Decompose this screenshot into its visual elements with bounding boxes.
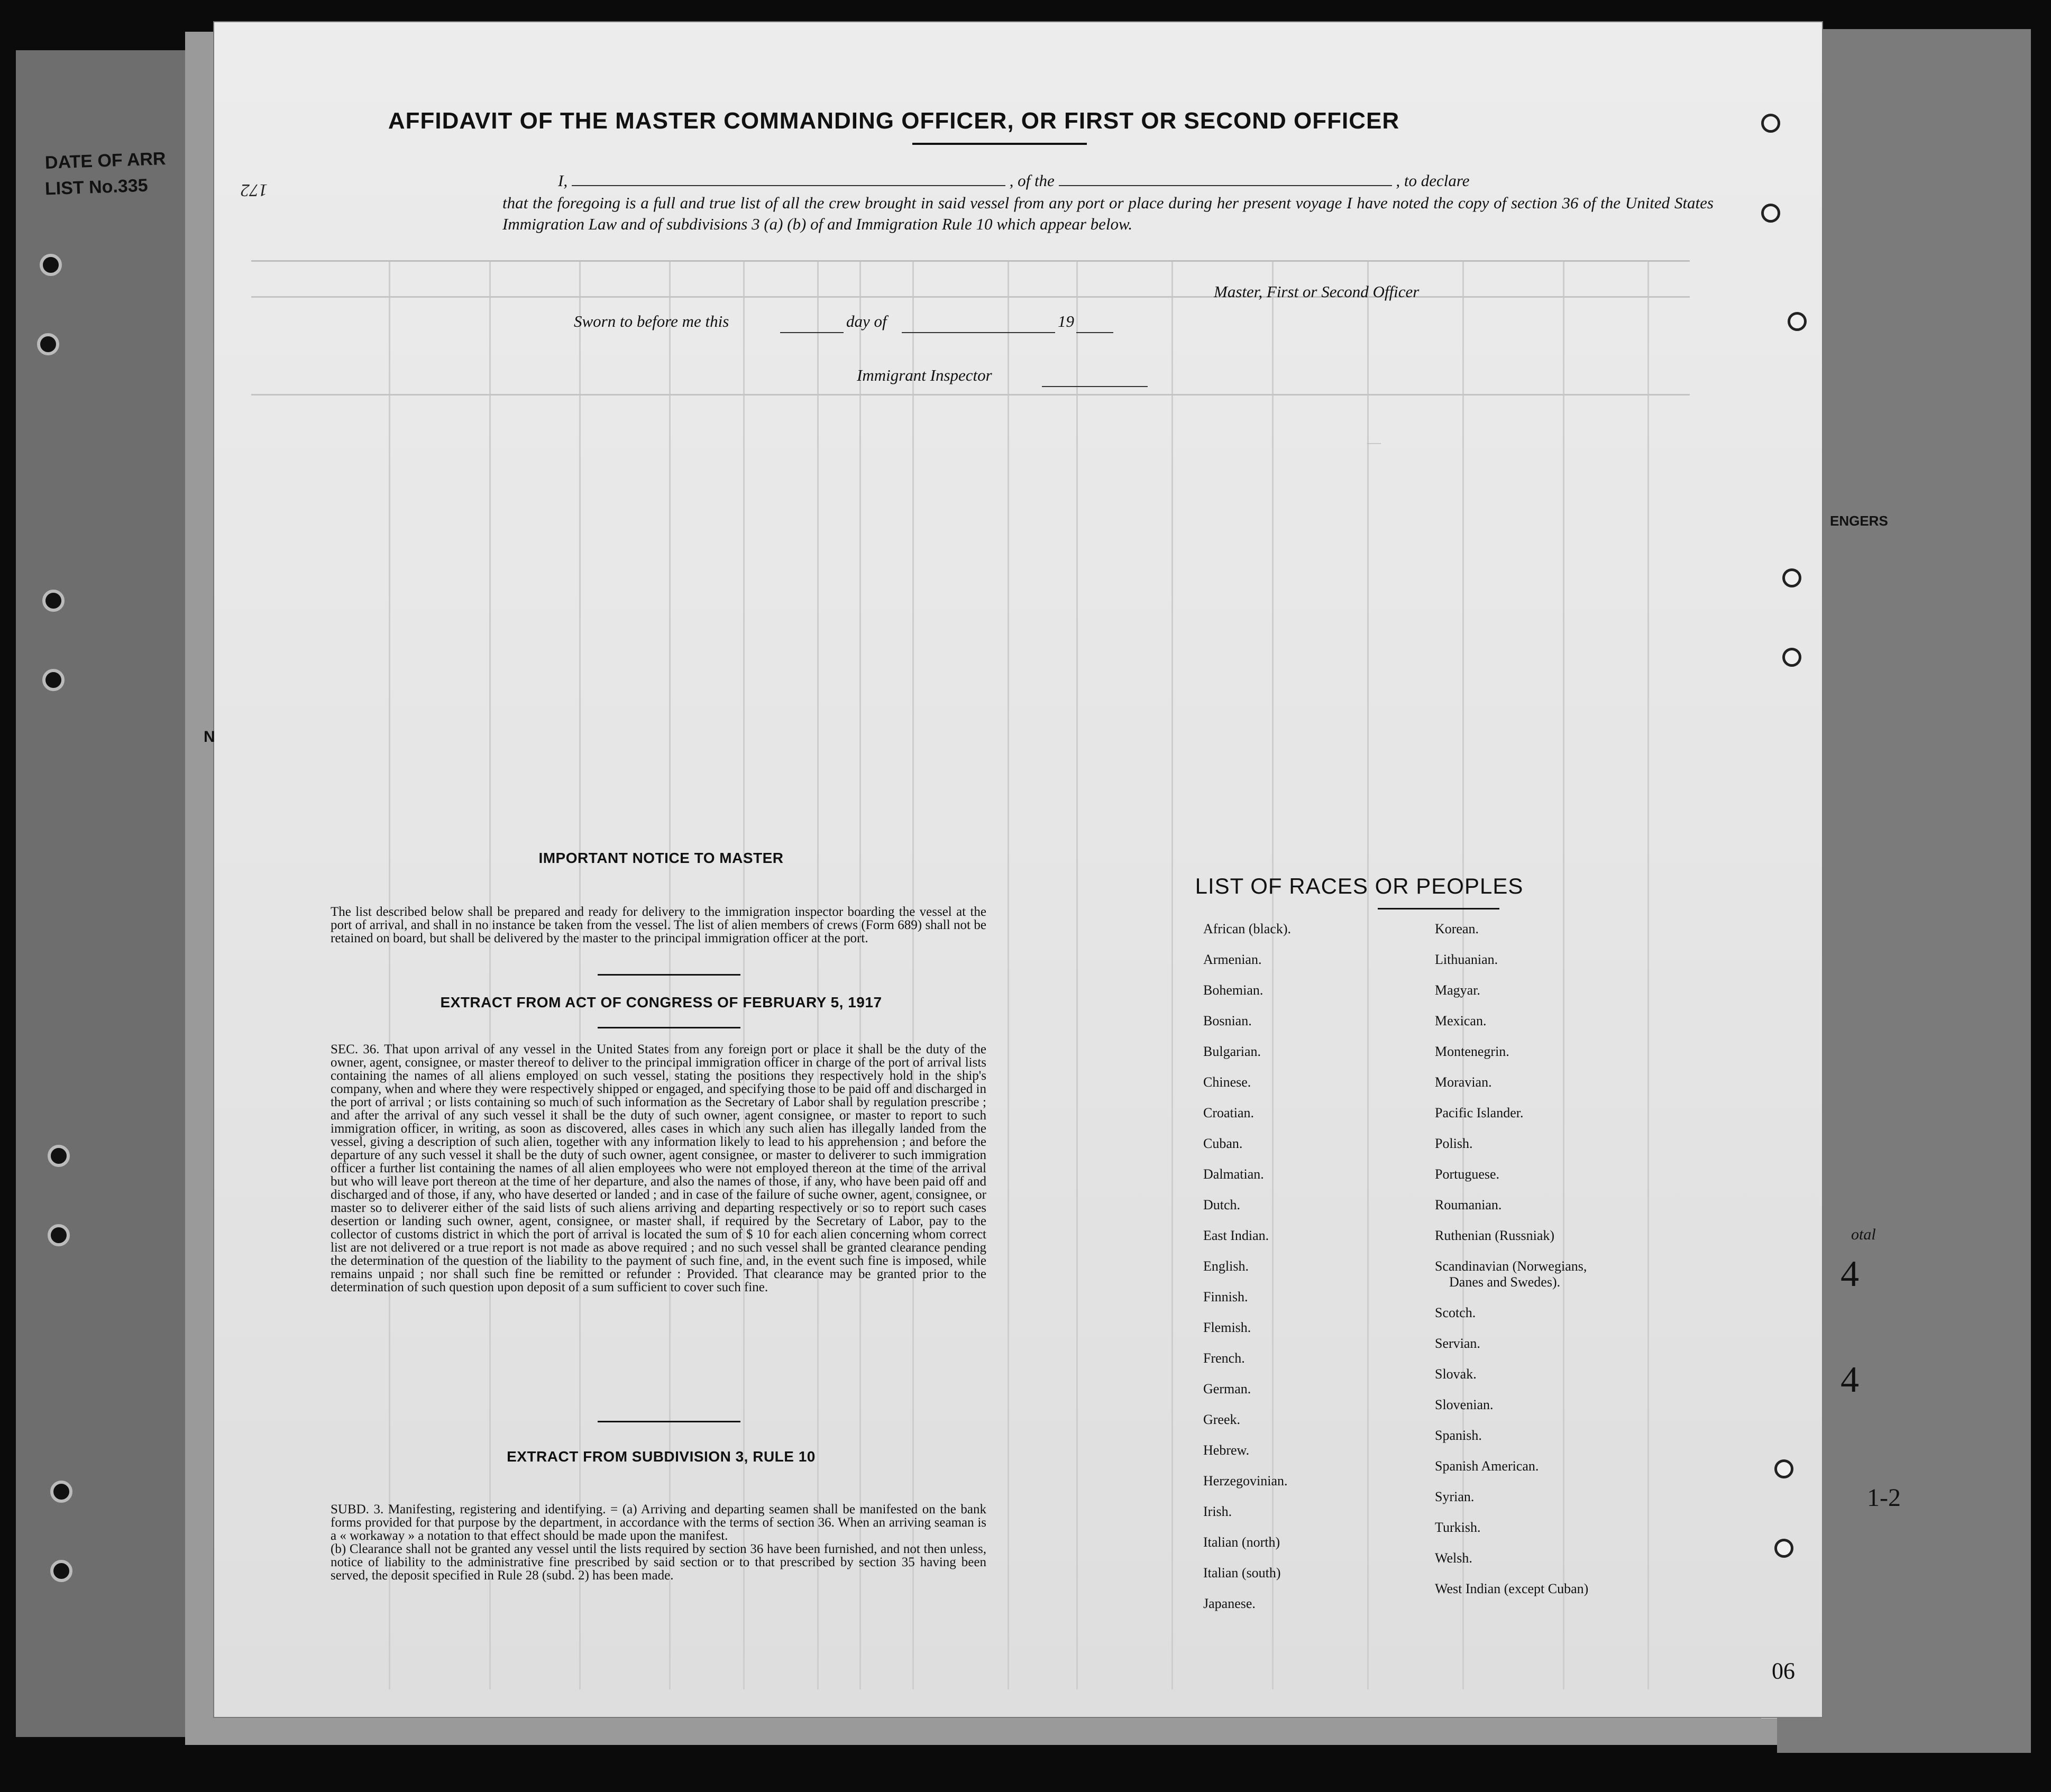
sworn-label: Sworn to before me this — [574, 312, 729, 330]
race-item: German. — [1203, 1381, 1251, 1396]
race-item: Slovenian. — [1435, 1397, 1494, 1412]
inspector-label: Immigrant Inspector — [857, 366, 992, 384]
rule-text-b: (b) Clearance shall not be granted any vessel until the lists required by section 36 have been furnished, and not then unless, notice of liability to the administrative fine prescribed by said section or to that prescribed by section 35 having been served, the deposit specified in Rule 28 (subd. 2) has been made. — [331, 1542, 986, 1583]
grid-line — [669, 262, 671, 1689]
race-item: Magyar. — [1435, 982, 1480, 998]
sworn-day-blank — [780, 318, 844, 333]
rule-divider — [598, 1421, 740, 1422]
race-item: Cuban. — [1203, 1136, 1243, 1151]
year-blank — [1076, 318, 1113, 333]
affidavit-of-the-label: , of the — [1009, 171, 1055, 190]
race-item: Moravian. — [1435, 1074, 1492, 1090]
act-text: SEC. 36. That upon arrival of any vessel in the United States from any foreign port or place it shall be the duty of the owner, agent, consignee, or master thereof to deliver to the principal immigration officer in charge of the port of arrival lists containing the names of all aliens employed on such vessel, stating the positions they respectively hold in the ship's company, when and where they were respectively shipped or engaged, and specifying those to be paid off and discharged in the port of arrival ; or lists containing so much of such information as the Secretary of Labor shall by regulation prescribe ; and after the arrival of any such vessel it shall be the duty of such owner, agent consignee, or master to report to such immigration officer, in writing, as soon as discovered, alles cases in which any such alien has illegally landed from the vessel, giving a description of such alien, together with any information likely to lead to his apprehension ; and before the departure of any such vessel it shall be the duty of such owner, agent consignee, or master to deliverer to such immigration officer a further list containing the names of all alien employees who were not employed thereon at the time of the arrival but who will leave port thereon at the time of her departure, and also the names of those, if any, who have been paid off and discharged and of those, if any, who have deserted or landed ; and in case of the failure of suche owner, agent, consignee, or master so to deliverer either of the said lists of such aliens arriving and departing respectively or so to report such cases desertion or landing such owner, agent, consignee, or master shall, if required by the Secretary of Labor, pay to the collector of customs district in which the port of arrival is located the sum of $ 10 for each alien concerning whom correct list are not delivered or a true report is not made as above required ; and no such vessel shall be granted clearance pending the determination of the question of the liability to the payment of such fine, and, in the event such fine is imposed, while remains unpaid ; nor shall such fine be remitted or refunder : Provided. That clearance may be granted prior to the determination of such question upon deposit of a sum sufficient to cover such fine. — [331, 1042, 986, 1294]
left-stamp-list: LIST No.335 — [44, 175, 149, 199]
grid-line — [579, 262, 581, 1689]
race-item: Syrian. — [1435, 1489, 1475, 1504]
left-margin-letter: N — [204, 728, 215, 746]
race-item: French. — [1203, 1350, 1245, 1366]
race-item: Spanish American. — [1435, 1458, 1539, 1474]
race-item: Korean. — [1435, 921, 1479, 936]
race-item: Slovak. — [1435, 1366, 1477, 1382]
race-item: Montenegrin. — [1435, 1044, 1509, 1059]
manifest-sheet — [204, 22, 1822, 1717]
race-item: Scotch. — [1435, 1305, 1476, 1320]
grid-line — [817, 262, 819, 1689]
punch-hole-icon — [1782, 648, 1801, 667]
notice-heading: IMPORTANT NOTICE TO MASTER — [538, 850, 784, 866]
binder-hole-icon — [40, 254, 62, 276]
grid-line — [859, 262, 861, 1689]
binder-hole-icon — [42, 669, 65, 691]
grid-line — [1563, 262, 1564, 1689]
race-item: African (black). — [1203, 921, 1292, 936]
grid-line — [912, 262, 914, 1689]
grid-line — [1367, 262, 1369, 1689]
act-divider — [598, 1027, 740, 1028]
underlying-header-fragment: ENGERS — [1830, 513, 1888, 529]
punch-hole-icon — [1774, 1539, 1793, 1558]
race-item: Dutch. — [1203, 1197, 1241, 1212]
vessel-blank — [1059, 171, 1392, 186]
race-item: Chinese. — [1203, 1074, 1251, 1090]
grid-line — [1647, 262, 1649, 1689]
grid-line — [1171, 262, 1173, 1689]
grid-line — [489, 262, 491, 1689]
race-item: Spanish. — [1435, 1428, 1482, 1443]
race-item: Danes and Swedes). — [1449, 1274, 1561, 1290]
grid-line — [1462, 262, 1464, 1689]
race-item: Croatian. — [1203, 1105, 1255, 1120]
punch-hole-icon — [1761, 114, 1780, 133]
act-heading: EXTRACT FROM ACT OF CONGRESS OF FEBRUARY 5, 1917 — [440, 994, 882, 1010]
underlying-total-label: otal — [1851, 1226, 1876, 1243]
affidavit-first-line — [558, 171, 1470, 190]
race-item: English. — [1203, 1258, 1249, 1274]
grid-line — [1076, 262, 1078, 1689]
punch-hole-icon — [1774, 1459, 1793, 1478]
race-item: Polish. — [1435, 1136, 1473, 1151]
grid-line — [389, 262, 390, 1689]
page-number: 172 — [241, 180, 268, 200]
handwritten-count: 4 — [1841, 1359, 1859, 1400]
race-item: Bulgarian. — [1203, 1044, 1261, 1059]
race-item: Irish. — [1203, 1504, 1232, 1519]
race-item: Welsh. — [1435, 1550, 1472, 1566]
race-item: Servian. — [1435, 1336, 1480, 1351]
race-item: East Indian. — [1203, 1228, 1269, 1243]
race-item: Italian (north) — [1203, 1534, 1280, 1550]
ghost-mark: ― — [1367, 435, 1381, 450]
month-blank — [902, 318, 1055, 333]
punch-hole-icon — [1761, 204, 1780, 223]
affidavit-declare-label: , to declare — [1396, 171, 1470, 190]
race-item: Italian (south) — [1203, 1565, 1281, 1580]
race-item: Mexican. — [1435, 1013, 1487, 1028]
rule-text-a: SUBD. 3. Manifesting, registering and identifying. = (a) Arriving and departing seamen shall be manifested on the bank forms provided for that purpose by the department, in accordance with the terms of section 36. When an arriving seaman is a « workaway » a notation to that effect should be made upon the manifest. — [331, 1502, 986, 1543]
handwritten-folio: 90 — [1772, 1658, 1795, 1684]
race-item: West Indian (except Cuban) — [1435, 1581, 1589, 1596]
year-label: 19 — [1058, 312, 1074, 330]
race-item: Portuguese. — [1435, 1166, 1500, 1182]
race-item: Herzegovinian. — [1203, 1473, 1288, 1488]
race-item: Lithuanian. — [1435, 952, 1498, 967]
title-underline — [912, 143, 1087, 145]
grid-line — [743, 262, 745, 1689]
day-of-label: day of — [846, 312, 887, 330]
race-item: Pacific Islander. — [1435, 1105, 1524, 1120]
grid-line — [251, 394, 1690, 396]
rule-heading: EXTRACT FROM SUBDIVISION 3, RULE 10 — [507, 1448, 816, 1465]
bleed-through-grid — [251, 260, 1690, 1689]
race-item: Ruthenian (Russniak) — [1435, 1228, 1555, 1243]
rule-text — [331, 1503, 986, 1582]
races-title: LIST OF RACES OR PEOPLES — [1195, 874, 1524, 898]
notice-divider — [598, 974, 740, 976]
inspector-blank — [1042, 372, 1148, 387]
race-item: Scandinavian (Norwegians, — [1435, 1258, 1587, 1274]
notice-text: The list described below shall be prepared and ready for delivery to the immigration inspector boarding the vessel at the port of arrival, and shall in no instance be taken from the vessel. The list of alien members of crews (Form 689) shall not be retained on board, but shall be delivered by the master to the principal immigration officer at the port. — [331, 905, 986, 945]
race-item: Greek. — [1203, 1412, 1241, 1427]
races-underline — [1378, 908, 1499, 909]
race-item: Bosnian. — [1203, 1013, 1252, 1028]
binder-hole-icon — [42, 590, 65, 612]
left-stamp-date: DATE OF ARR — [44, 149, 167, 173]
race-item: Bohemian. — [1203, 982, 1263, 998]
binder-hole-icon — [50, 1560, 72, 1582]
race-item: Flemish. — [1203, 1320, 1251, 1335]
race-item: Japanese. — [1203, 1596, 1256, 1611]
binder-hole-icon — [37, 333, 59, 355]
grid-line — [1008, 262, 1009, 1689]
race-item: Turkish. — [1435, 1520, 1481, 1535]
affidavit-i-label: I, — [558, 171, 568, 190]
race-item: Armenian. — [1203, 952, 1262, 967]
race-item: Finnish. — [1203, 1289, 1248, 1304]
binder-hole-icon — [50, 1481, 72, 1503]
punch-hole-icon — [1788, 312, 1807, 331]
grid-line — [251, 296, 1690, 298]
name-blank — [572, 171, 1005, 186]
race-item: Roumanian. — [1435, 1197, 1502, 1212]
race-item: Hebrew. — [1203, 1442, 1250, 1458]
affidavit-title: AFFIDAVIT OF THE MASTER COMMANDING OFFICER, OR FIRST OR SECOND OFFICER — [388, 108, 1400, 134]
affidavit-body: that the foregoing is a full and true list of all the crew brought in said vessel from any port or place during her present voyage I have noted the copy of section 36 of the United States Immigration Law and of subdivisions 3 (a) (b) of and Immigration Rule 10 which appear below. — [502, 194, 1714, 233]
binder-hole-icon — [48, 1145, 70, 1167]
punch-hole-icon — [1782, 568, 1801, 587]
handwritten-count: 4 — [1841, 1254, 1859, 1294]
master-signature-label: Master, First or Second Officer — [1214, 282, 1420, 301]
handwritten-note: 1-2 — [1867, 1484, 1901, 1512]
binder-hole-icon — [48, 1224, 70, 1246]
race-item: Dalmatian. — [1203, 1166, 1264, 1182]
